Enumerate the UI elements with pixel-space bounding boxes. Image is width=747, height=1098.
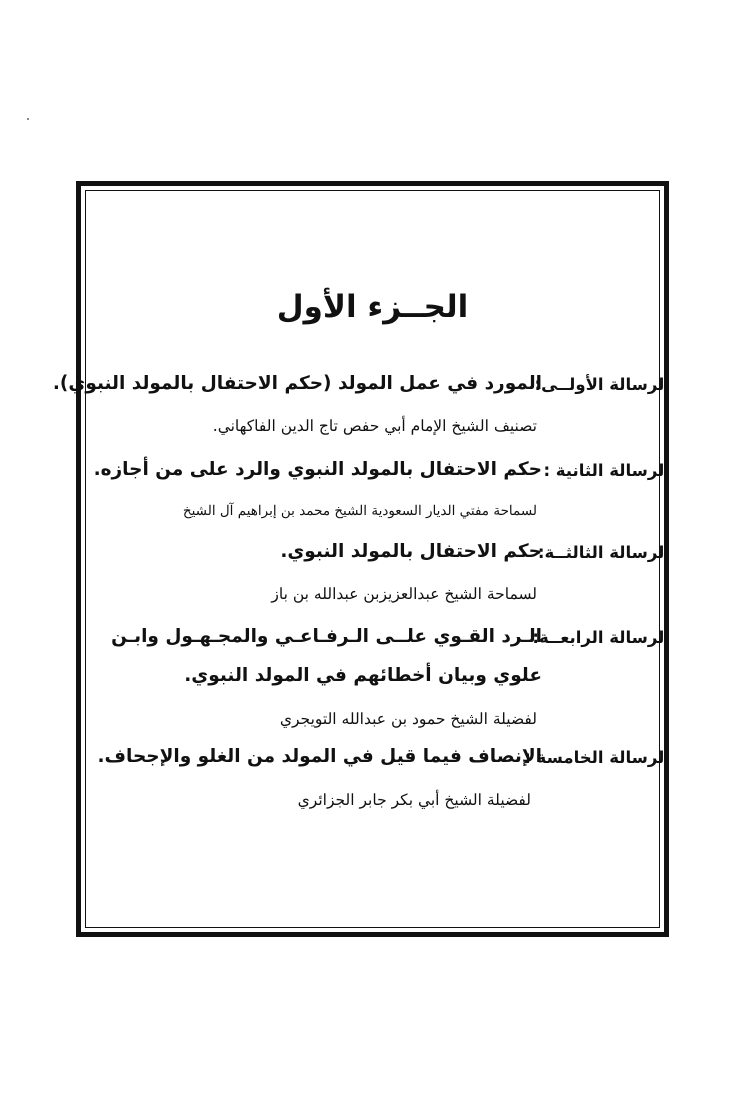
- letter-4-label: الرسالة الرابعــة:: [532, 628, 670, 647]
- letter-2-author: لسماحة مفتي الديار السعودية الشيخ محمد بن إبراهيم آل الشيخ: [182, 503, 537, 519]
- letter-5-title: الإنصاف فيما قيل في المولد من الغلو والإجحاف.: [97, 746, 542, 767]
- letter-4-author: لفضيلة الشيخ حمود بن عبدالله التويجري: [279, 710, 537, 728]
- letter-3-label: الرسالة الثالثــة:: [537, 543, 670, 562]
- letter-3-author: لسماحة الشيخ عبدالعزيزبن عبدالله بن باز: [271, 585, 537, 603]
- letter-5-author: لفضيلة الشيخ أبي بكر جابر الجزائري: [297, 791, 531, 809]
- letter-5-label: الرسالة الخامسة :: [524, 748, 670, 767]
- letter-3-title: حكم الاحتفال بالمولد النبوي.: [280, 541, 542, 562]
- letter-4-title-line-1: الـرد القـوي علــى الـرفـاعـي والمجـهـول وابـن: [111, 626, 542, 647]
- letter-2-label: الرسالة الثانية :: [543, 461, 670, 480]
- letter-1-title: المورد في عمل المولد (حكم الاحتفال بالمولد النبوي).: [52, 373, 542, 394]
- letter-1-label: الرسالة الأولــى:: [534, 375, 670, 394]
- page-title: الجــزء الأول: [276, 289, 469, 325]
- letter-1-author: تصنيف الشيخ الإمام أبي حفص تاج الدين الفاكهاني.: [212, 417, 537, 435]
- scan-speck: [27, 118, 29, 120]
- letter-2-title: حكم الاحتفال بالمولد النبوي والرد على من أجازه.: [93, 459, 542, 480]
- letter-4-title-line-2: علوي وبيان أخطائهم في المولد النبوي.: [184, 665, 542, 686]
